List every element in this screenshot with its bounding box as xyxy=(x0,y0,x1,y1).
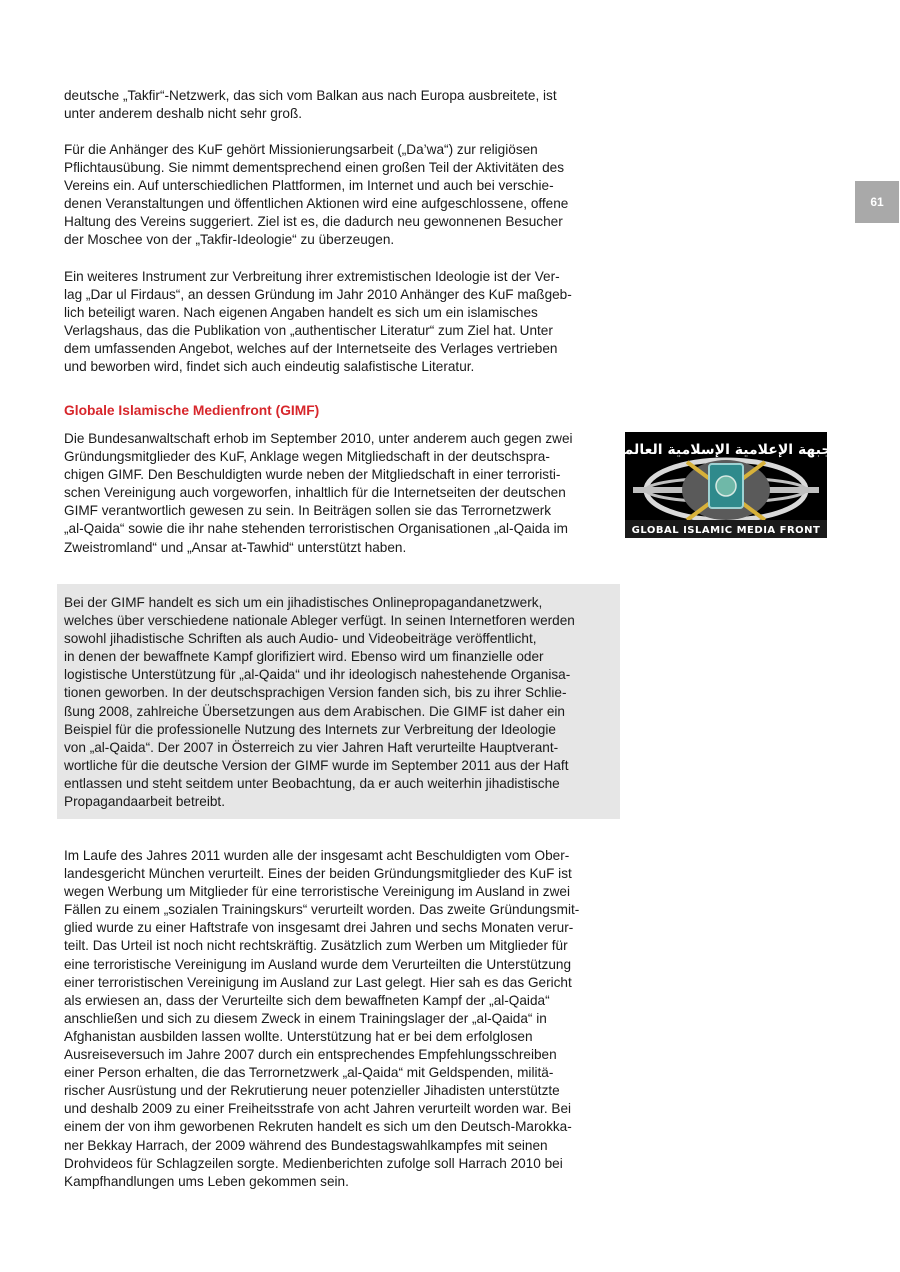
paragraph-dawa: Für die Anhänger des KuF gehört Missionierungsarbeit („Da’wa“) zur religiösen Pflichtausübung. Sie nimmt dementsprechend einen großen Teil der Aktivitäten des Vereins ein. Auf unterschiedlichen Plattformen, im Internet und auch bei verschie- denen Veranstaltungen und öffentlichen Aktionen wird eine aufgeschlossene, offene Haltung des Vereins suggeriert. Ziel ist es, die dadurch neu gewonnenen Besucher der Moschee von der „Takfir-Ideologie“ zu überzeugen. xyxy=(64,142,569,248)
paragraph-court-verdict: Im Laufe des Jahres 2011 wurden alle der insgesamt acht Beschuldigten vom Ober- landesgericht München verurteilt. Eines der beiden Gründungsmitglieder des KuF ist wegen Werbung um Mitglieder für eine terroristische Vereinigung im Ausland in zwei Fällen zu einem „sozialen Trainingskurs“ verurteilt worden. Das zweite Gründungsmit- glied wurde zu einer Haftstrafe von insgesamt drei Jahren und sechs Monaten verur- teilt. Das Urteil ist noch nicht rechtskräftig. Zusätzlich zum Werben um Mitglieder für eine terroristische Vereinigung im Ausland wurde dem Verurteilten die Unterstützung einer terroristischen Vereinigung im Ausland zur Last gelegt. Hier sah es das Gericht als erwiesen an, dass der Verurteilte sich dem bewaffneten Kampf der „al-Qaida“ anschließen und sich zu diesem Zweck in einem Trainingslager der „al-Qaida“ in Afghanistan ausbilden lassen wollte. Unterstützung hat er bei dem erfolglosen Ausreiseversuch im Jahre 2007 durch ein entsprechendes Empfehlungsschreiben einer Person erhalten, die das Terrornetzwerk „al-Qaida“ mit Geldspenden, militä- rischer Ausrüstung und der Rekrutierung neuer potenzieller Jihadisten unterstützte und deshalb 2009 zu einer Freiheitsstrafe von acht Jahren verurteilt worden war. Bei einem der von ihm geworbenen Rekruten handelt es sich um den Deutsch-Marokka- ner Bekkay Harrach, der 2009 während des Bundestagswahlkampfes mit seinen Drohvideos für Schlagzeilen sorgte. Medienberichten zufolge soll Harrach 2010 bei Kampfhandlungen ums Leben gekommen sein. xyxy=(64,848,580,1189)
paragraph-takfir-network: deutsche „Takfir“-Netzwerk, das sich vom Balkan aus nach Europa ausbreitete, ist unter anderem deshalb nicht sehr groß. xyxy=(64,88,557,122)
page-number: 61 xyxy=(870,195,884,209)
paragraph-gimf-indictment: Die Bundesanwaltschaft erhob im September 2010, unter anderem auch gegen zwei Gründungsmitglieder des KuF, Anklage wegen Mitgliedschaft in der deutschspra- chigen GIMF. Den Beschuldigten wurde neben der Mitgliedschaft in einer terroristi- schen Vereinigung auch vorgeworfen, inhaltlich für die Internetseiten der deutschen GIMF verantwortlich gewesen zu sein. In Beiträgen sollen sie das Terrornetzwerk „al-Qaida“ sowie die ihr nahe stehenden terroristischen Organisationen „al-Qaida im Zweistromland“ und „Ansar at-Tawhid“ unterstützt haben. xyxy=(64,431,573,555)
info-box-text: Bei der GIMF handelt es sich um ein jihadistisches Onlinepropagandanetzwerk, welches über verschiedene nationale Ableger verfügt. In seinen Internetforen werden sowohl jihadistische Schriften als auch Audio- und Videobeiträge veröffentlicht, in denen der bewaffnete Kampf glorifiziert wird. Ebenso wird um finanzielle oder logistische Unterstützung für „al-Qaida“ und ihr ideologisch nahestehende Organisa- tionen geworben. In der deutschsprachigen Version fanden sich, bis zu ihrer Schlie- ßung 2008, zahlreiche Übersetzungen aus dem Arabischen. Die GIMF ist daher ein Beispiel für die professionelle Nutzung des Internets zur Verbreitung der Ideologie von „al-Qaida“. Der 2007 in Österreich zu vier Jahren Haft verurteilte Hauptverant- wortliche für die deutsche Version der GIMF wurde im September 2011 aus der Haft entlassen und steht seitdem unter Beobachtung, da er auch weiterhin jihadistische Propagandaarbeit betreibt. xyxy=(64,595,575,810)
logo-arabic-text: الجبهة الإعلامية الإسلامية العالمية xyxy=(610,442,842,458)
paragraph-dar-ul-firdaus: Ein weiteres Instrument zur Verbreitung ihrer extremistischen Ideologie ist der Ver- lag „Dar ul Firdaus“, an dessen Gründung im Jahr 2010 Anhänger des KuF maßgeb- lich beteiligt waren. Nach eigenen Angaben handelt es sich um ein islamisches Verlagshaus, das die Publikation von „authentischer Literatur“ zum Ziel hat. Unter dem umfassenden Angebot, welches auf der Internetseite des Verlages vertrieben und beworben wird, findet sich auch eindeutig salafistische Literatur. xyxy=(64,269,572,375)
logo-caption: GLOBAL ISLAMIC MEDIA FRONT xyxy=(631,525,821,536)
page-number-tab xyxy=(855,181,899,223)
section-heading-gimf: Globale Islamische Medienfront (GIMF) xyxy=(64,403,320,418)
gimf-logo-image xyxy=(610,432,842,538)
